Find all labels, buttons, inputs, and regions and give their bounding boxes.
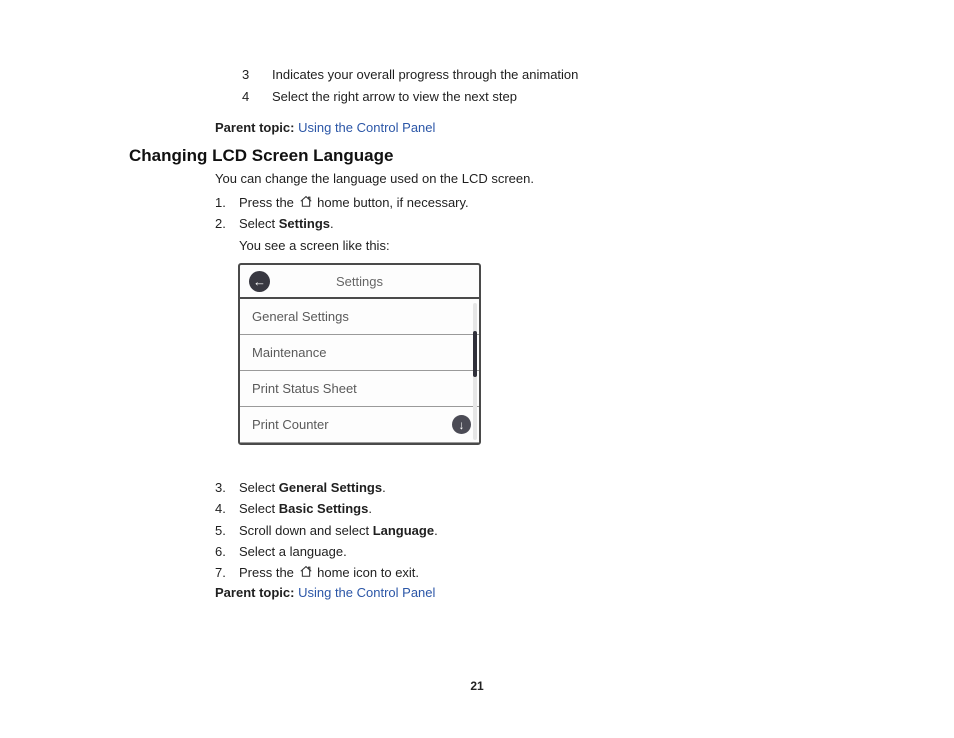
step-text xyxy=(239,498,372,519)
lcd-menu-item xyxy=(240,371,479,407)
step-text: Select a language. xyxy=(239,543,347,559)
lcd-menu-item-label: Print Counter xyxy=(252,417,329,432)
step-item xyxy=(215,192,469,213)
lcd-menu-item-label: General Settings xyxy=(252,309,349,324)
parent-topic-label: Parent topic: xyxy=(215,585,295,600)
list-item-number: 3 xyxy=(242,67,250,82)
step-item xyxy=(215,562,438,583)
step-text-pre: Select xyxy=(239,480,279,495)
section-intro: You can change the language used on the LCD screen. xyxy=(215,171,534,186)
steps-1-2 xyxy=(215,192,469,256)
lcd-menu-item-label: Print Status Sheet xyxy=(252,381,357,396)
step-number: 1. xyxy=(215,195,226,210)
step-item xyxy=(215,498,438,519)
step-text-post: home button, if necessary. xyxy=(313,195,469,210)
step-text-bold: Language xyxy=(372,522,435,538)
lcd-title: Settings xyxy=(336,273,383,289)
lcd-menu-item xyxy=(240,407,479,443)
back-button-icon xyxy=(249,271,270,292)
step-text-post: . xyxy=(434,522,438,538)
screen-note: You see a screen like this: xyxy=(239,237,390,253)
step-text-pre: Press the xyxy=(239,195,298,210)
parent-topic-link[interactable]: Using the Control Panel xyxy=(298,120,436,135)
animation-controls-list xyxy=(242,64,578,107)
step-text-post: . xyxy=(382,480,386,495)
step-text-post: home icon to exit. xyxy=(313,565,420,581)
step-text-pre: Press the xyxy=(239,565,298,581)
list-item-number: 4 xyxy=(242,88,250,104)
back-arrow-glyph: ← xyxy=(253,274,266,289)
lcd-menu-item-label: Maintenance xyxy=(252,345,327,360)
parent-topic-line xyxy=(215,119,435,136)
step-item xyxy=(215,541,438,562)
down-arrow-glyph: ↓ xyxy=(458,417,465,432)
step-text xyxy=(239,213,334,234)
parent-topic-link[interactable]: Using the Control Panel xyxy=(298,585,436,600)
lcd-screen-illustration xyxy=(238,263,481,445)
list-item xyxy=(242,86,578,108)
step-text-pre: Select xyxy=(239,501,279,517)
scroll-down-icon xyxy=(452,415,471,434)
parent-topic-line xyxy=(215,584,435,601)
step-text-pre: Select xyxy=(239,216,279,232)
scrollbar-thumb xyxy=(473,331,477,377)
step-text-pre: Scroll down and select xyxy=(239,522,373,538)
list-item-text: Indicates your overall progress through the animation xyxy=(272,67,579,82)
step-text xyxy=(239,562,419,583)
step-text-post: . xyxy=(330,216,334,232)
list-item xyxy=(242,64,578,86)
step-number: 7. xyxy=(215,565,226,581)
step-number: 4. xyxy=(215,501,226,517)
steps-3-7 xyxy=(215,477,438,583)
step-item xyxy=(215,477,438,498)
step-text-post: . xyxy=(368,501,372,517)
step-text xyxy=(239,192,469,213)
step-number: 6. xyxy=(215,543,226,559)
step-item xyxy=(215,520,438,541)
step-number: 5. xyxy=(215,522,226,538)
step-number: 3. xyxy=(215,480,226,495)
step-item xyxy=(215,213,469,234)
lcd-menu-item xyxy=(240,299,479,335)
step-text-bold: Basic Settings xyxy=(278,501,369,517)
step-text xyxy=(239,520,438,541)
list-item-text: Select the right arrow to view the next step xyxy=(272,88,517,104)
page-number: 21 xyxy=(470,679,484,693)
lcd-menu-item xyxy=(240,335,479,371)
home-icon xyxy=(299,565,313,578)
parent-topic-label: Parent topic: xyxy=(215,120,295,135)
step-text xyxy=(239,477,386,498)
lcd-header xyxy=(240,265,479,299)
section-heading: Changing LCD Screen Language xyxy=(129,146,394,165)
step-text-bold: General Settings xyxy=(278,480,383,495)
step-text-bold: Settings xyxy=(278,216,331,232)
step-number: 2. xyxy=(215,216,226,232)
home-icon xyxy=(299,195,313,208)
